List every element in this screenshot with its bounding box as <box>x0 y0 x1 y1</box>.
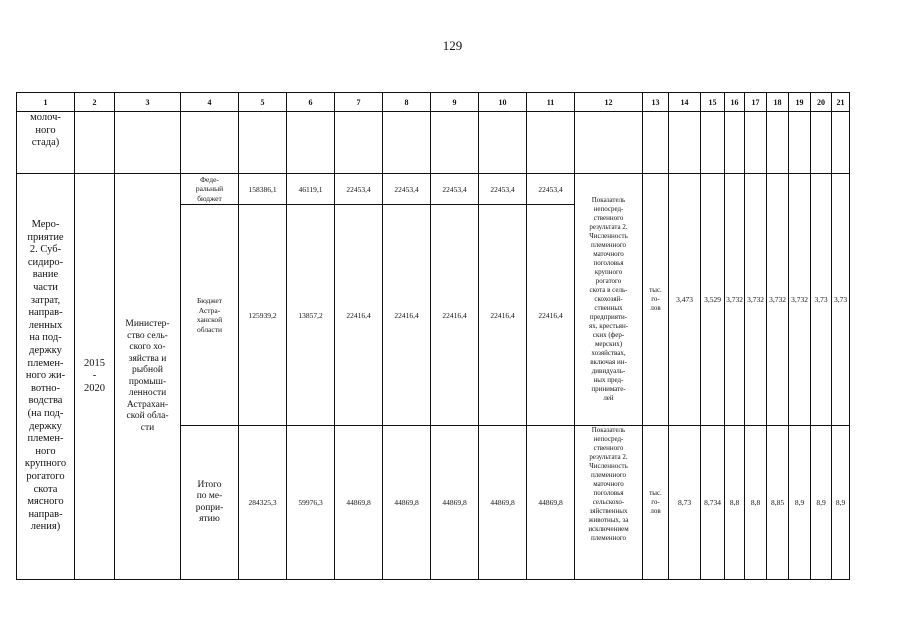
amount-cell: 125939,2 <box>239 205 287 426</box>
amount-cell: 44869,8 <box>383 426 431 580</box>
empty-cell <box>383 112 431 174</box>
indicator-unit: тыс. го- лов <box>643 426 669 580</box>
indicator-value: 8,9 <box>811 426 832 580</box>
header-cell: 10 <box>479 93 527 112</box>
indicator-value: 3,73 <box>832 174 850 426</box>
header-row <box>17 93 850 112</box>
empty-cell <box>75 112 115 174</box>
indicator-value: 8,734 <box>701 426 725 580</box>
header-cell: 20 <box>811 93 832 112</box>
header-cell: 11 <box>527 93 575 112</box>
empty-cell <box>527 112 575 174</box>
indicator-value: 3,732 <box>745 174 767 426</box>
empty-cell <box>725 112 745 174</box>
empty-cell <box>832 112 850 174</box>
amount-cell: 22416,4 <box>431 205 479 426</box>
header-cell: 4 <box>181 93 239 112</box>
header-cell: 1 <box>17 93 75 112</box>
header-cell: 6 <box>287 93 335 112</box>
empty-cell <box>669 112 701 174</box>
indicator-unit: тыс. го- лов <box>643 174 669 426</box>
amount-cell: 44869,8 <box>479 426 527 580</box>
amount-cell: 158386,1 <box>239 174 287 205</box>
indicator-text: Показатель непосред- ственного результата 2. Численность племенного маточного поголовья крупного рогатого скота в сель- скохозяй- ственных предприяти- ях, крестьян- ских (фер- мерских) хозяйствах, включая ин- дивидуаль- ных пред- принимате- лей <box>575 174 643 426</box>
indicator-value: 8,8 <box>745 426 767 580</box>
indicator-value: 8,9 <box>789 426 811 580</box>
amount-cell: 22453,4 <box>335 174 383 205</box>
amount-cell: 22416,4 <box>527 205 575 426</box>
amount-cell: 13857,2 <box>287 205 335 426</box>
indicator-value: 3,732 <box>789 174 811 426</box>
continuation-row <box>17 112 850 174</box>
header-cell: 19 <box>789 93 811 112</box>
empty-cell <box>181 112 239 174</box>
header-cell: 17 <box>745 93 767 112</box>
amount-cell: 22416,4 <box>335 205 383 426</box>
empty-cell <box>431 112 479 174</box>
indicator-value: 3,732 <box>767 174 789 426</box>
funding-source: Бюджет Астра- ханской области <box>181 205 239 426</box>
header-cell: 2 <box>75 93 115 112</box>
event-name: Меро- приятие 2. Суб- сидиро- вание части затрат, направ- ленных на под- держку племен- ного жи- вотно- водства (на под- держку племен- ного крупного рогатого скота мясного направ- ления) <box>17 174 75 580</box>
empty-cell <box>287 112 335 174</box>
indicator-value: 8,9 <box>832 426 850 580</box>
continuation-text: молоч- ного стада) <box>17 112 75 174</box>
header-cell: 14 <box>669 93 701 112</box>
amount-cell: 22453,4 <box>527 174 575 205</box>
federal-budget-row <box>17 174 850 205</box>
header-cell: 9 <box>431 93 479 112</box>
header-cell: 18 <box>767 93 789 112</box>
header-cell: 7 <box>335 93 383 112</box>
amount-cell: 22416,4 <box>479 205 527 426</box>
header-cell: 21 <box>832 93 850 112</box>
indicator-value: 8,85 <box>767 426 789 580</box>
header-cell: 16 <box>725 93 745 112</box>
indicator-text: Показатель непосред- ственного результата 2. Численность племенного маточного поголовья сельскохо- зяйственных животных, за исключением племенного <box>575 426 643 580</box>
empty-cell <box>701 112 725 174</box>
amount-cell: 59976,3 <box>287 426 335 580</box>
amount-cell: 22453,4 <box>479 174 527 205</box>
header-cell: 8 <box>383 93 431 112</box>
empty-cell <box>239 112 287 174</box>
header-cell: 13 <box>643 93 669 112</box>
amount-cell: 46119,1 <box>287 174 335 205</box>
empty-cell <box>811 112 832 174</box>
indicator-value: 8,8 <box>725 426 745 580</box>
empty-cell <box>335 112 383 174</box>
page-number: 129 <box>442 38 463 53</box>
empty-cell <box>115 112 181 174</box>
event-executor: Министер- ство сель- ского хо- зяйства и рыбной промыш- ленности Астрахан- ской обла- сти <box>115 174 181 580</box>
indicator-value: 3,473 <box>669 174 701 426</box>
empty-cell <box>643 112 669 174</box>
budget-table <box>16 92 850 580</box>
empty-cell <box>745 112 767 174</box>
amount-cell: 22416,4 <box>383 205 431 426</box>
empty-cell <box>575 112 643 174</box>
empty-cell <box>479 112 527 174</box>
amount-cell: 44869,8 <box>527 426 575 580</box>
empty-cell <box>767 112 789 174</box>
funding-source: Итого по ме- ропри- ятию <box>181 426 239 580</box>
indicator-value: 3,529 <box>701 174 725 426</box>
funding-source: Феде- ральный бюджет <box>181 174 239 205</box>
indicator-value: 8,73 <box>669 426 701 580</box>
amount-cell: 22453,4 <box>383 174 431 205</box>
event-period: 2015 - 2020 <box>75 174 115 580</box>
header-cell: 15 <box>701 93 725 112</box>
amount-cell: 44869,8 <box>431 426 479 580</box>
amount-cell: 22453,4 <box>431 174 479 205</box>
indicator-value: 3,73 <box>811 174 832 426</box>
empty-cell <box>789 112 811 174</box>
amount-cell: 44869,8 <box>335 426 383 580</box>
header-cell: 5 <box>239 93 287 112</box>
indicator-value: 3,732 <box>725 174 745 426</box>
header-cell: 3 <box>115 93 181 112</box>
amount-cell: 284325,3 <box>239 426 287 580</box>
header-cell: 12 <box>575 93 643 112</box>
